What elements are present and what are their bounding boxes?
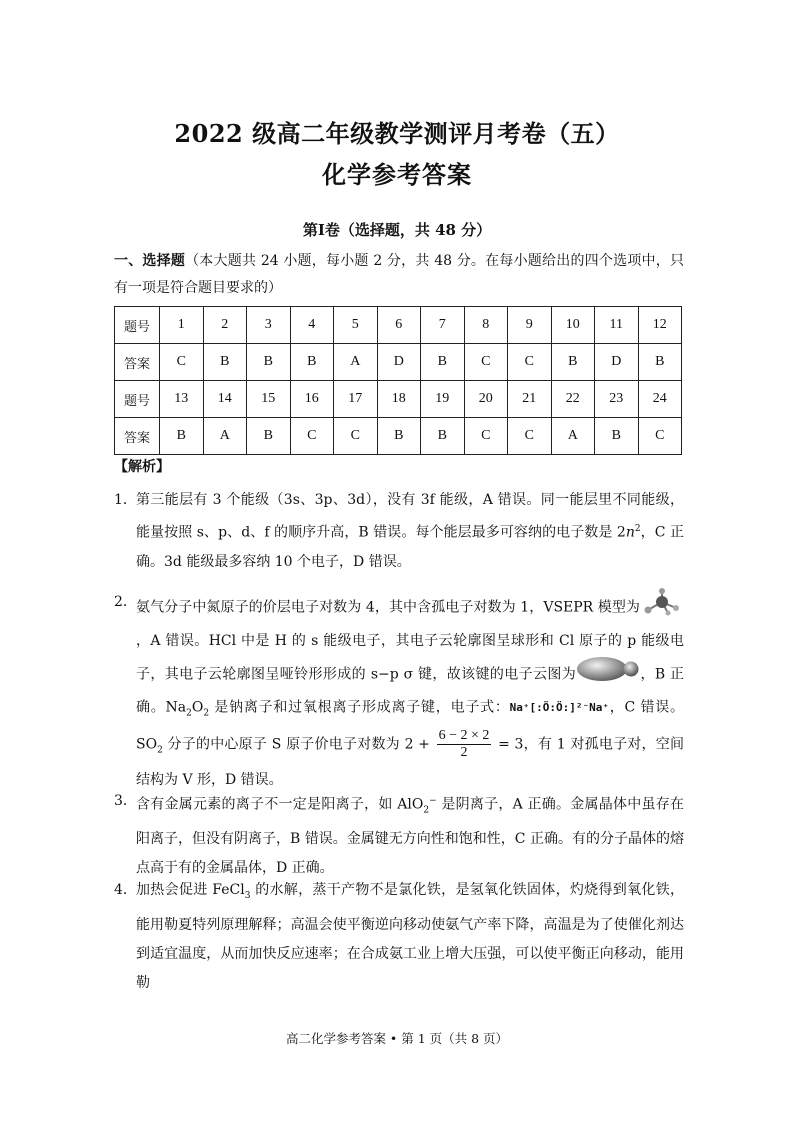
answer-cell: B bbox=[247, 418, 291, 455]
answer-cell: B bbox=[638, 344, 682, 381]
question-number-cell: 23 bbox=[595, 381, 639, 418]
question-number-cell: 6 bbox=[377, 307, 421, 344]
answer-cell: C bbox=[508, 344, 552, 381]
answer-cell: D bbox=[377, 344, 421, 381]
answer-cell: B bbox=[160, 418, 204, 455]
answer-cell: B bbox=[551, 344, 595, 381]
section-label: 一、选择题 bbox=[114, 253, 186, 269]
table-row bbox=[115, 381, 682, 418]
question-number-cell: 2 bbox=[203, 307, 247, 344]
peroxide-lewis-formula: Na⁺[:Ö:Ö:]²⁻Na⁺ bbox=[509, 701, 609, 714]
question-number-cell: 15 bbox=[247, 381, 291, 418]
answer-cell: D bbox=[595, 344, 639, 381]
section-desc: （本大题共 24 小题，每小题 2 分，共 48 分。在每小题给出的四个选项中，只有一项是符合题目要求的） bbox=[114, 253, 684, 296]
answer-cell: B bbox=[595, 418, 639, 455]
answer-table bbox=[114, 306, 682, 455]
question-number-cell: 19 bbox=[421, 381, 465, 418]
tetrahedral-molecule-icon bbox=[640, 588, 684, 627]
answer-cell: C bbox=[464, 344, 508, 381]
answer-cell: B bbox=[203, 344, 247, 381]
answer-cell: B bbox=[421, 344, 465, 381]
question-number-cell: 20 bbox=[464, 381, 508, 418]
question-number-cell: 18 bbox=[377, 381, 421, 418]
valence-pair-fraction: $\frac{6 - 2 \times 2}{2}$ bbox=[438, 728, 490, 761]
row-label: 答案 bbox=[115, 418, 160, 455]
answer-cell: B bbox=[377, 418, 421, 455]
answer-cell: C bbox=[508, 418, 552, 455]
analysis-item-2: 2． 氨气分子中氮原子的价层电子对数为 4，其中含孤电子对数为 1，VSEPR 模型为，A 错误。HCl 中是 H 的 s 能级电子，其电子云轮廓图呈球形和 Cl 原子的 p 能级电子，其电子云轮廓图呈哑铃形形成的 s−p σ 键，故该键的电子云图为 ，B 正确。$Na_2O_2$ 是钠离子和过氧根离子形成离子键，电子式：Na⁺[:Ö:Ö:]²⁻Na⁺，C 错误。$SO_2$ 分子的中心原子 S 原子价电子对数为 2 + $\frac{6 - 2 \times 2}{2}$ = 3，有 1 对孤电子对，空间结构为 V 形，D 错误。 bbox=[114, 588, 684, 795]
answer-cell: A bbox=[334, 344, 378, 381]
question-number-cell: 1 bbox=[160, 307, 204, 344]
page-subtitle: 化学参考答案 bbox=[322, 160, 472, 189]
page-footer: 高二化学参考答案 • 第 1 页（共 8 页） bbox=[285, 1031, 509, 1046]
answer-cell: A bbox=[551, 418, 595, 455]
analysis-item-4: 4． 加热会促进 FeCl$_3$ 的水解，蒸干产物不是氯化铁，是氢氧化铁固体，灼烧得到氧化铁，能用勒夏特列原理解释；高温会使平衡逆向移动使氨气产率下降，高温是为了使催化剂达到适宜温度，从而加快反应速率；在合成氨工业上增大压强，可以使平衡正向移动，能用勒 bbox=[114, 882, 685, 991]
table-row bbox=[115, 418, 682, 455]
answer-cell: C bbox=[160, 344, 204, 381]
answer-cell: C bbox=[464, 418, 508, 455]
question-number-cell: 9 bbox=[508, 307, 552, 344]
question-number-cell: 8 bbox=[464, 307, 508, 344]
row-label: 题号 bbox=[115, 381, 160, 418]
question-number-cell: 21 bbox=[508, 381, 552, 418]
question-number-cell: 14 bbox=[203, 381, 247, 418]
answer-cell: B bbox=[247, 344, 291, 381]
table-row bbox=[115, 307, 682, 344]
question-number-cell: 13 bbox=[160, 381, 204, 418]
question-number-cell: 10 bbox=[551, 307, 595, 344]
answer-cell: C bbox=[638, 418, 682, 455]
row-label: 题号 bbox=[115, 307, 160, 344]
answer-cell: C bbox=[290, 418, 334, 455]
answer-cell: C bbox=[334, 418, 378, 455]
analysis-item-3: 3． 含有金属元素的离子不一定是阳离子，如 AlO$_2$− 是阴离子，A 正确。金属晶体中虽存在阳离子，但没有阴离子，B 错误。金属键无方向性和饱和性，C 正确。有的分子晶体的熔点高于有的金属晶体，D 正确。 bbox=[114, 793, 685, 877]
question-number-cell: 7 bbox=[421, 307, 465, 344]
answer-cell: B bbox=[421, 418, 465, 455]
question-number-cell: 4 bbox=[290, 307, 334, 344]
page-title: 2022 级高二年级教学测评月考卷（五） bbox=[174, 119, 620, 148]
table-row bbox=[115, 344, 682, 381]
row-label: 答案 bbox=[115, 344, 160, 381]
question-number-cell: 16 bbox=[290, 381, 334, 418]
answer-cell: A bbox=[203, 418, 247, 455]
analysis-heading: 【解析】 bbox=[114, 459, 170, 475]
section-intro bbox=[114, 248, 684, 302]
analysis-item-1: 1． 第三能层有 3 个能级（3s、3p、3d），没有 3f 能级，A 错误。同一能层里不同能级，能量按照 s、p、d、f 的顺序升高，B 错误。每个能层最多可容纳的电子数是 $2n^2$，C 正确。3d 能级最多容纳 10 个电子，D 错误。 bbox=[114, 492, 684, 570]
question-number-cell: 24 bbox=[638, 381, 682, 418]
question-number-cell: 5 bbox=[334, 307, 378, 344]
answer-cell: B bbox=[290, 344, 334, 381]
question-number-cell: 3 bbox=[247, 307, 291, 344]
sigma-bond-electron-cloud-icon bbox=[576, 656, 640, 693]
question-number-cell: 22 bbox=[551, 381, 595, 418]
volume-title: 第Ⅰ卷（选择题，共 48 分） bbox=[302, 221, 492, 239]
question-number-cell: 11 bbox=[595, 307, 639, 344]
question-number-cell: 17 bbox=[334, 381, 378, 418]
question-number-cell: 12 bbox=[638, 307, 682, 344]
